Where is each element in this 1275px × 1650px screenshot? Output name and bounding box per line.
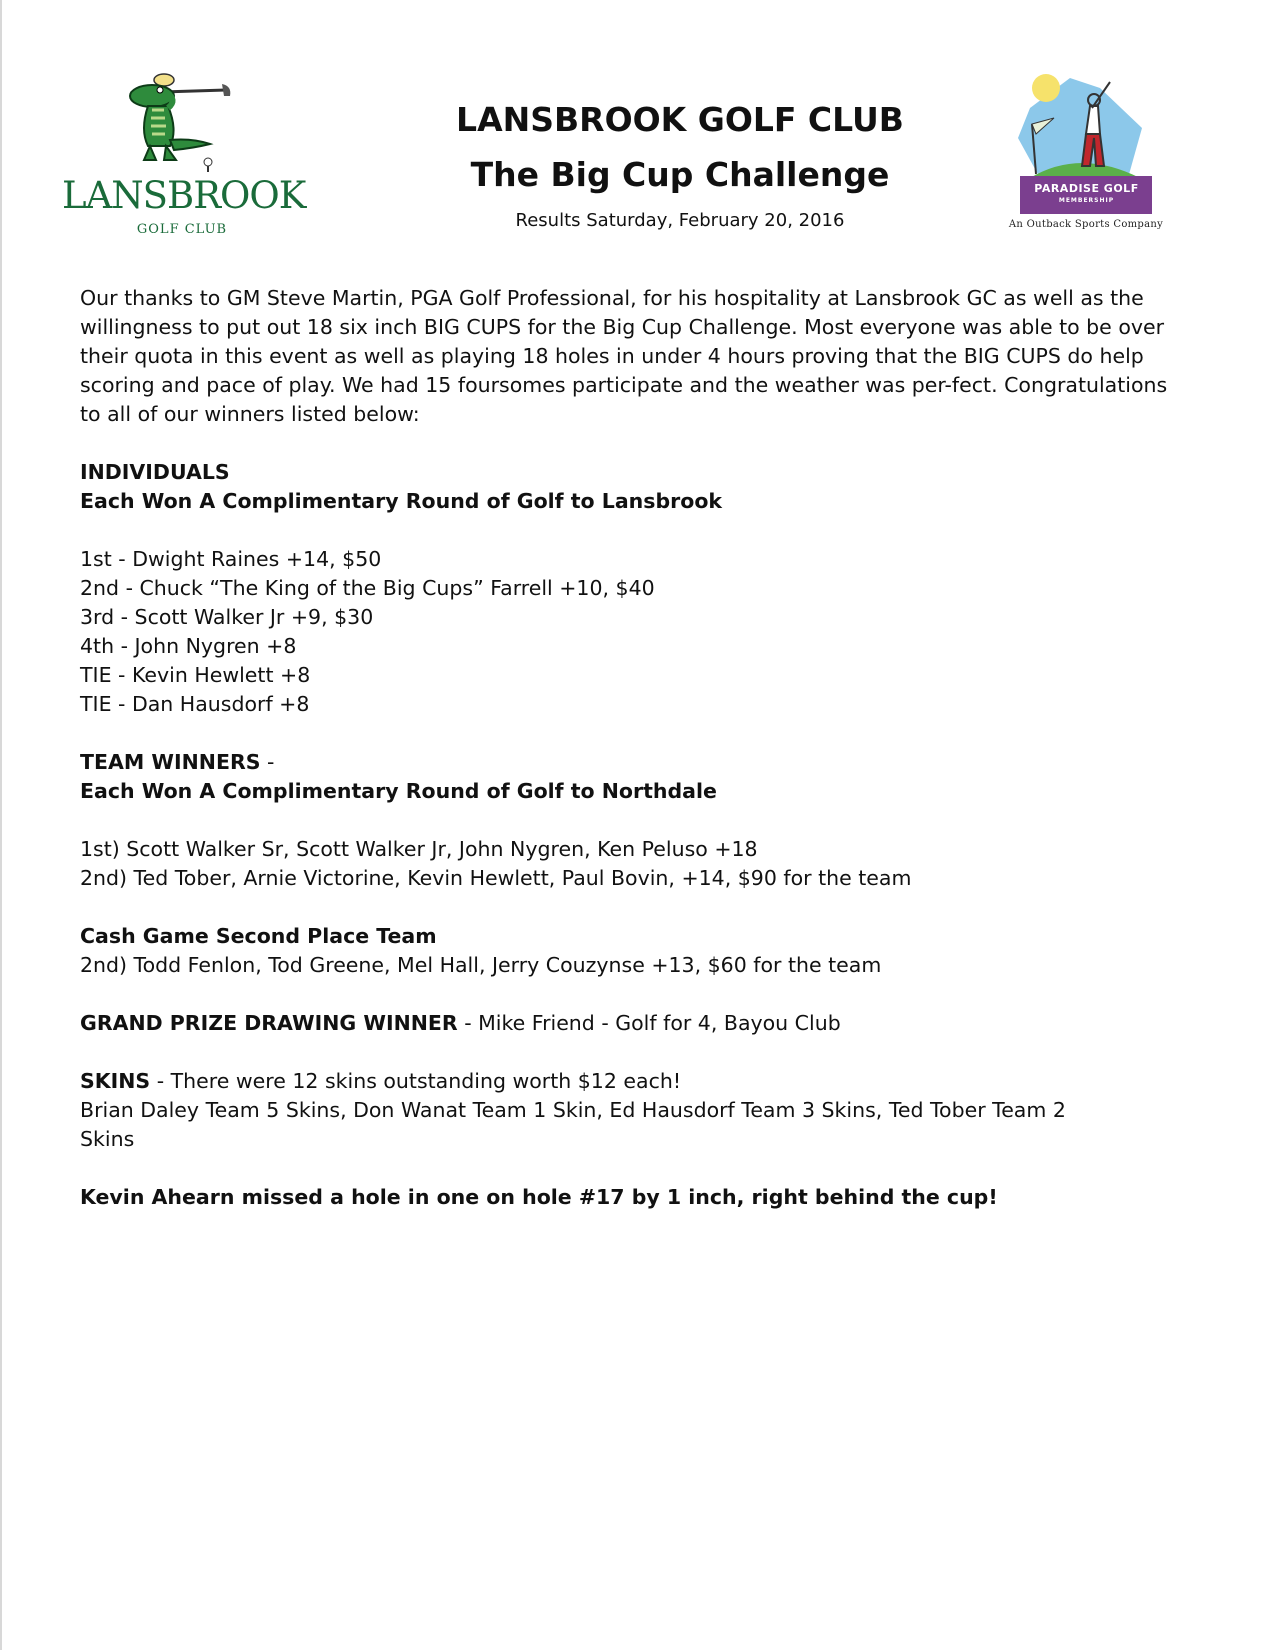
skins-text: - There were 12 skins outstanding worth $12 each! (150, 1069, 682, 1093)
cash-game-result: 2nd) Todd Fenlon, Tod Greene, Mel Hall, Jerry Couzynse +13, $60 for the team (80, 953, 882, 977)
club-title: LANSBROOK GOLF CLUB (456, 100, 904, 139)
individual-result: 3rd - Scott Walker Jr +9, $30 (80, 605, 374, 629)
lansbrook-subtext: GOLF CLUB (136, 222, 228, 237)
grand-prize-text: - Mike Friend - Golf for 4, Bayou Club (457, 1011, 841, 1035)
skins-detail-cont: Skins (80, 1127, 135, 1151)
individuals-heading: INDIVIDUALS (80, 460, 230, 484)
team-result: 1st) Scott Walker Sr, Scott Walker Jr, John Nygren, Ken Peluso +18 (80, 837, 758, 861)
team-result: 2nd) Ted Tober, Arnie Victorine, Kevin Hewlett, Paul Bovin, +14, $90 for the team (80, 866, 912, 890)
individuals-subheading: Each Won A Complimentary Round of Golf to Lansbrook (80, 489, 723, 513)
paradise-golf-sub: MEMBERSHIP (1058, 197, 1115, 204)
paradise-golf-logo (1010, 68, 1162, 238)
skins-label: SKINS (80, 1069, 151, 1093)
document-body (80, 284, 1190, 1212)
individual-result: 4th - John Nygren +8 (80, 634, 297, 658)
team-winners-heading-suffix: - (260, 750, 275, 774)
skins-detail: Brian Daley Team 5 Skins, Don Wanat Team 1 Skin, Ed Hausdorf Team 3 Skins, Ted Tober Team 2 (80, 1098, 1066, 1122)
results-date: Results Saturday, February 20, 2016 (515, 210, 845, 231)
lansbrook-logo (62, 70, 306, 245)
team-winners-subheading: Each Won A Complimentary Round of Golf to Northdale (80, 779, 717, 803)
individual-result: TIE - Dan Hausdorf +8 (80, 692, 310, 716)
team-winners-heading: TEAM WINNERS (80, 750, 261, 774)
individual-result: 2nd - Chuck “The King of the Big Cups” Farrell +10, $40 (80, 576, 655, 600)
event-title: The Big Cup Challenge (470, 155, 890, 194)
alligator-golfer-icon (122, 70, 242, 175)
grand-prize-label: GRAND PRIZE DRAWING WINNER (80, 1011, 458, 1035)
grand-prize-line (80, 1009, 1190, 1038)
paradise-golf-name: PARADISE GOLF (1034, 182, 1139, 195)
lansbrook-wordmark: LANSBROOK (62, 174, 306, 217)
document-header (0, 0, 1275, 250)
closing-note: Kevin Ahearn missed a hole in one on hole #17 by 1 inch, right behind the cup! (80, 1185, 998, 1209)
title-block (390, 96, 970, 231)
cash-game-heading: Cash Game Second Place Team (80, 924, 437, 948)
individual-result: 1st - Dwight Raines +14, $50 (80, 547, 382, 571)
skins-line (80, 1067, 1190, 1096)
intro-paragraph: Our thanks to GM Steve Martin, PGA Golf Professional, for his hospitality at Lansbrook GC as well as the willingness to put out 18 six inch BIG CUPS for the Big Cup Challenge. Most everyone was able to be over their quota in this event as well as playing 18 holes in under 4 hours proving that the BIG CUPS do help scoring and pace of play. We had 15 foursomes participate and the weather was per-fect. Congratulations to all of our winners listed below: (80, 286, 1168, 426)
team-winners-heading-line (80, 748, 1190, 777)
paradise-golfer-icon (1010, 68, 1162, 218)
individual-result: TIE - Kevin Hewlett +8 (80, 663, 311, 687)
outback-tagline: An Outback Sports Company (1008, 219, 1164, 230)
